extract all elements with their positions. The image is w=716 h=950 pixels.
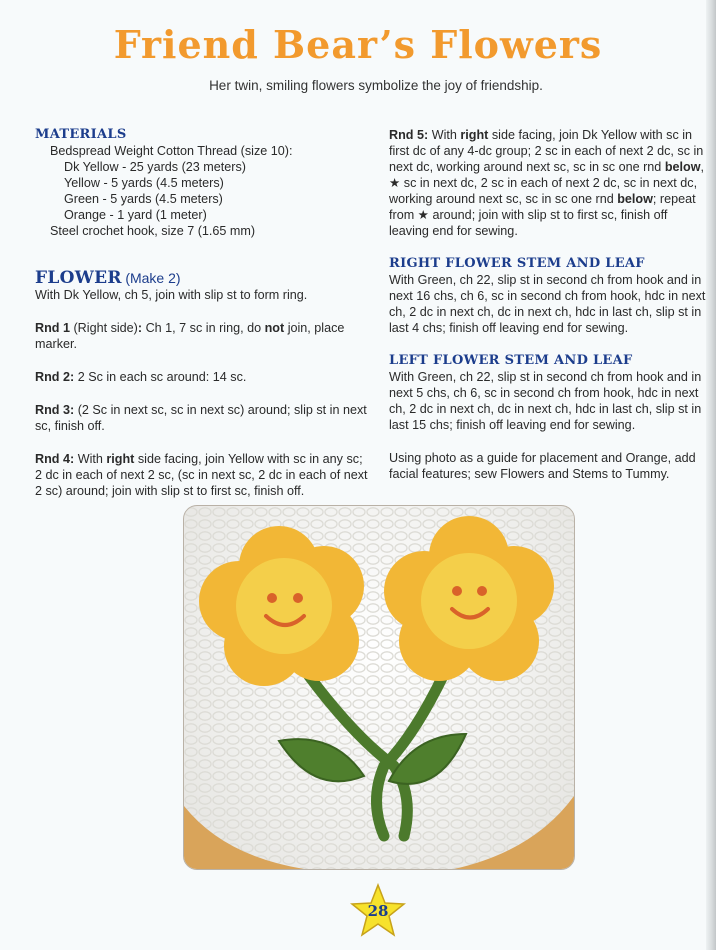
materials-hook: Steel crochet hook, size 7 (1.65 mm) bbox=[50, 224, 256, 238]
flower-intro: With Dk Yellow, ch 5, join with slip st to form ring. bbox=[35, 288, 308, 302]
right-column bbox=[389, 127, 709, 482]
right-stem-text: With Green, ch 22, slip st in second ch from hook and in next 16 chs, ch 6, sc in second ch from hook, hdc in next ch, 2 dc in next ch, dc in next ch, hdc in last ch, slip st in last 4 chs; finish off leaving end for sewing. bbox=[389, 273, 706, 335]
round-1-text: Ch 1, 7 sc in ring, do bbox=[145, 321, 262, 335]
finishing-text: Using photo as a guide for placement and Orange, add facial features; sew Flowers and Stems to Tummy. bbox=[389, 451, 696, 481]
round-4-text-end: side facing, join Yellow with sc in any sc; 2 dc in each of next 2 sc, (sc in next sc, 2 dc in each of next 2 sc) around; join with slip st to first sc, finish off. bbox=[35, 452, 368, 498]
round-5-text-4: ; repeat from ★ around; join with slip st to first sc, finish off leaving end for sewing. bbox=[389, 192, 696, 238]
round-1-not: not bbox=[264, 321, 285, 335]
round-1-colon: : bbox=[137, 321, 143, 335]
round-4 bbox=[35, 451, 370, 499]
materials-heading: MATERIALS bbox=[35, 127, 127, 142]
flowers-photo bbox=[183, 505, 575, 870]
materials-thread: Bedspread Weight Cotton Thread (size 10): bbox=[50, 144, 293, 158]
round-3-text: (2 Sc in next sc, sc in next sc) around; slip st in next sc, finish off. bbox=[35, 403, 367, 433]
right-stem-heading: RIGHT FLOWER STEM AND LEAF bbox=[389, 256, 645, 271]
materials-color-item: Orange - 1 yard (1 meter) bbox=[64, 208, 207, 222]
round-3-label: Rnd 3: bbox=[35, 403, 75, 417]
round-2-text: 2 Sc in each sc around: 14 sc. bbox=[77, 370, 247, 384]
round-1-label: Rnd 1 bbox=[35, 321, 70, 335]
round-1-side: (Right side) bbox=[73, 321, 138, 335]
round-5-label: Rnd 5: bbox=[389, 128, 429, 142]
round-2 bbox=[35, 369, 370, 385]
round-5-text-2: side facing, join Dk Yellow with sc in first dc of any 4-dc group; 2 sc in each of next 2 dc, sc in next dc, working around next sc, sc in sc one rnd bbox=[389, 128, 704, 174]
flower-make-note: (Make 2) bbox=[125, 270, 181, 286]
materials-color-item: Dk Yellow - 25 yards (23 meters) bbox=[64, 160, 246, 174]
left-stem-text: With Green, ch 22, slip st in second ch from hook and in next 5 chs, ch 6, sc in second ch from hook, hdc in next ch, 2 dc in next ch, dc in next ch, hdc in last ch, slip st in last 15 chs; finish off leaving end for sewing. bbox=[389, 370, 702, 432]
round-1-text-end: join, place marker. bbox=[35, 321, 345, 351]
page-number: 28 bbox=[367, 902, 389, 920]
page-subtitle: Her twin, smiling flowers symbolize the joy of friendship. bbox=[209, 78, 543, 93]
round-1 bbox=[35, 320, 370, 352]
round-2-label: Rnd 2: bbox=[35, 370, 75, 384]
page-title: Friend Bear’s Flowers bbox=[113, 22, 603, 67]
flowers-illustration bbox=[184, 506, 574, 869]
round-5-right: right bbox=[460, 128, 489, 142]
flower-heading: FLOWER bbox=[35, 268, 122, 288]
left-stem-heading: LEFT FLOWER STEM AND LEAF bbox=[389, 353, 633, 368]
round-5 bbox=[389, 127, 709, 239]
round-5-text-3: , ★ sc in next dc, 2 sc in each of next 2 dc, sc in next dc, working around next sc, sc in sc one rnd bbox=[389, 160, 704, 206]
flower-heading-row bbox=[35, 270, 370, 287]
round-4-text: With bbox=[77, 452, 103, 466]
round-5-below-2: below bbox=[617, 192, 653, 206]
round-4-right: right bbox=[106, 452, 135, 466]
round-5-text: With bbox=[431, 128, 457, 142]
left-column bbox=[35, 127, 370, 499]
round-4-label: Rnd 4: bbox=[35, 452, 75, 466]
round-5-below: below bbox=[664, 160, 701, 174]
round-3 bbox=[35, 402, 370, 434]
materials-color-item: Green - 5 yards (4.5 meters) bbox=[64, 192, 223, 206]
materials-color-item: Yellow - 5 yards (4.5 meters) bbox=[64, 176, 224, 190]
